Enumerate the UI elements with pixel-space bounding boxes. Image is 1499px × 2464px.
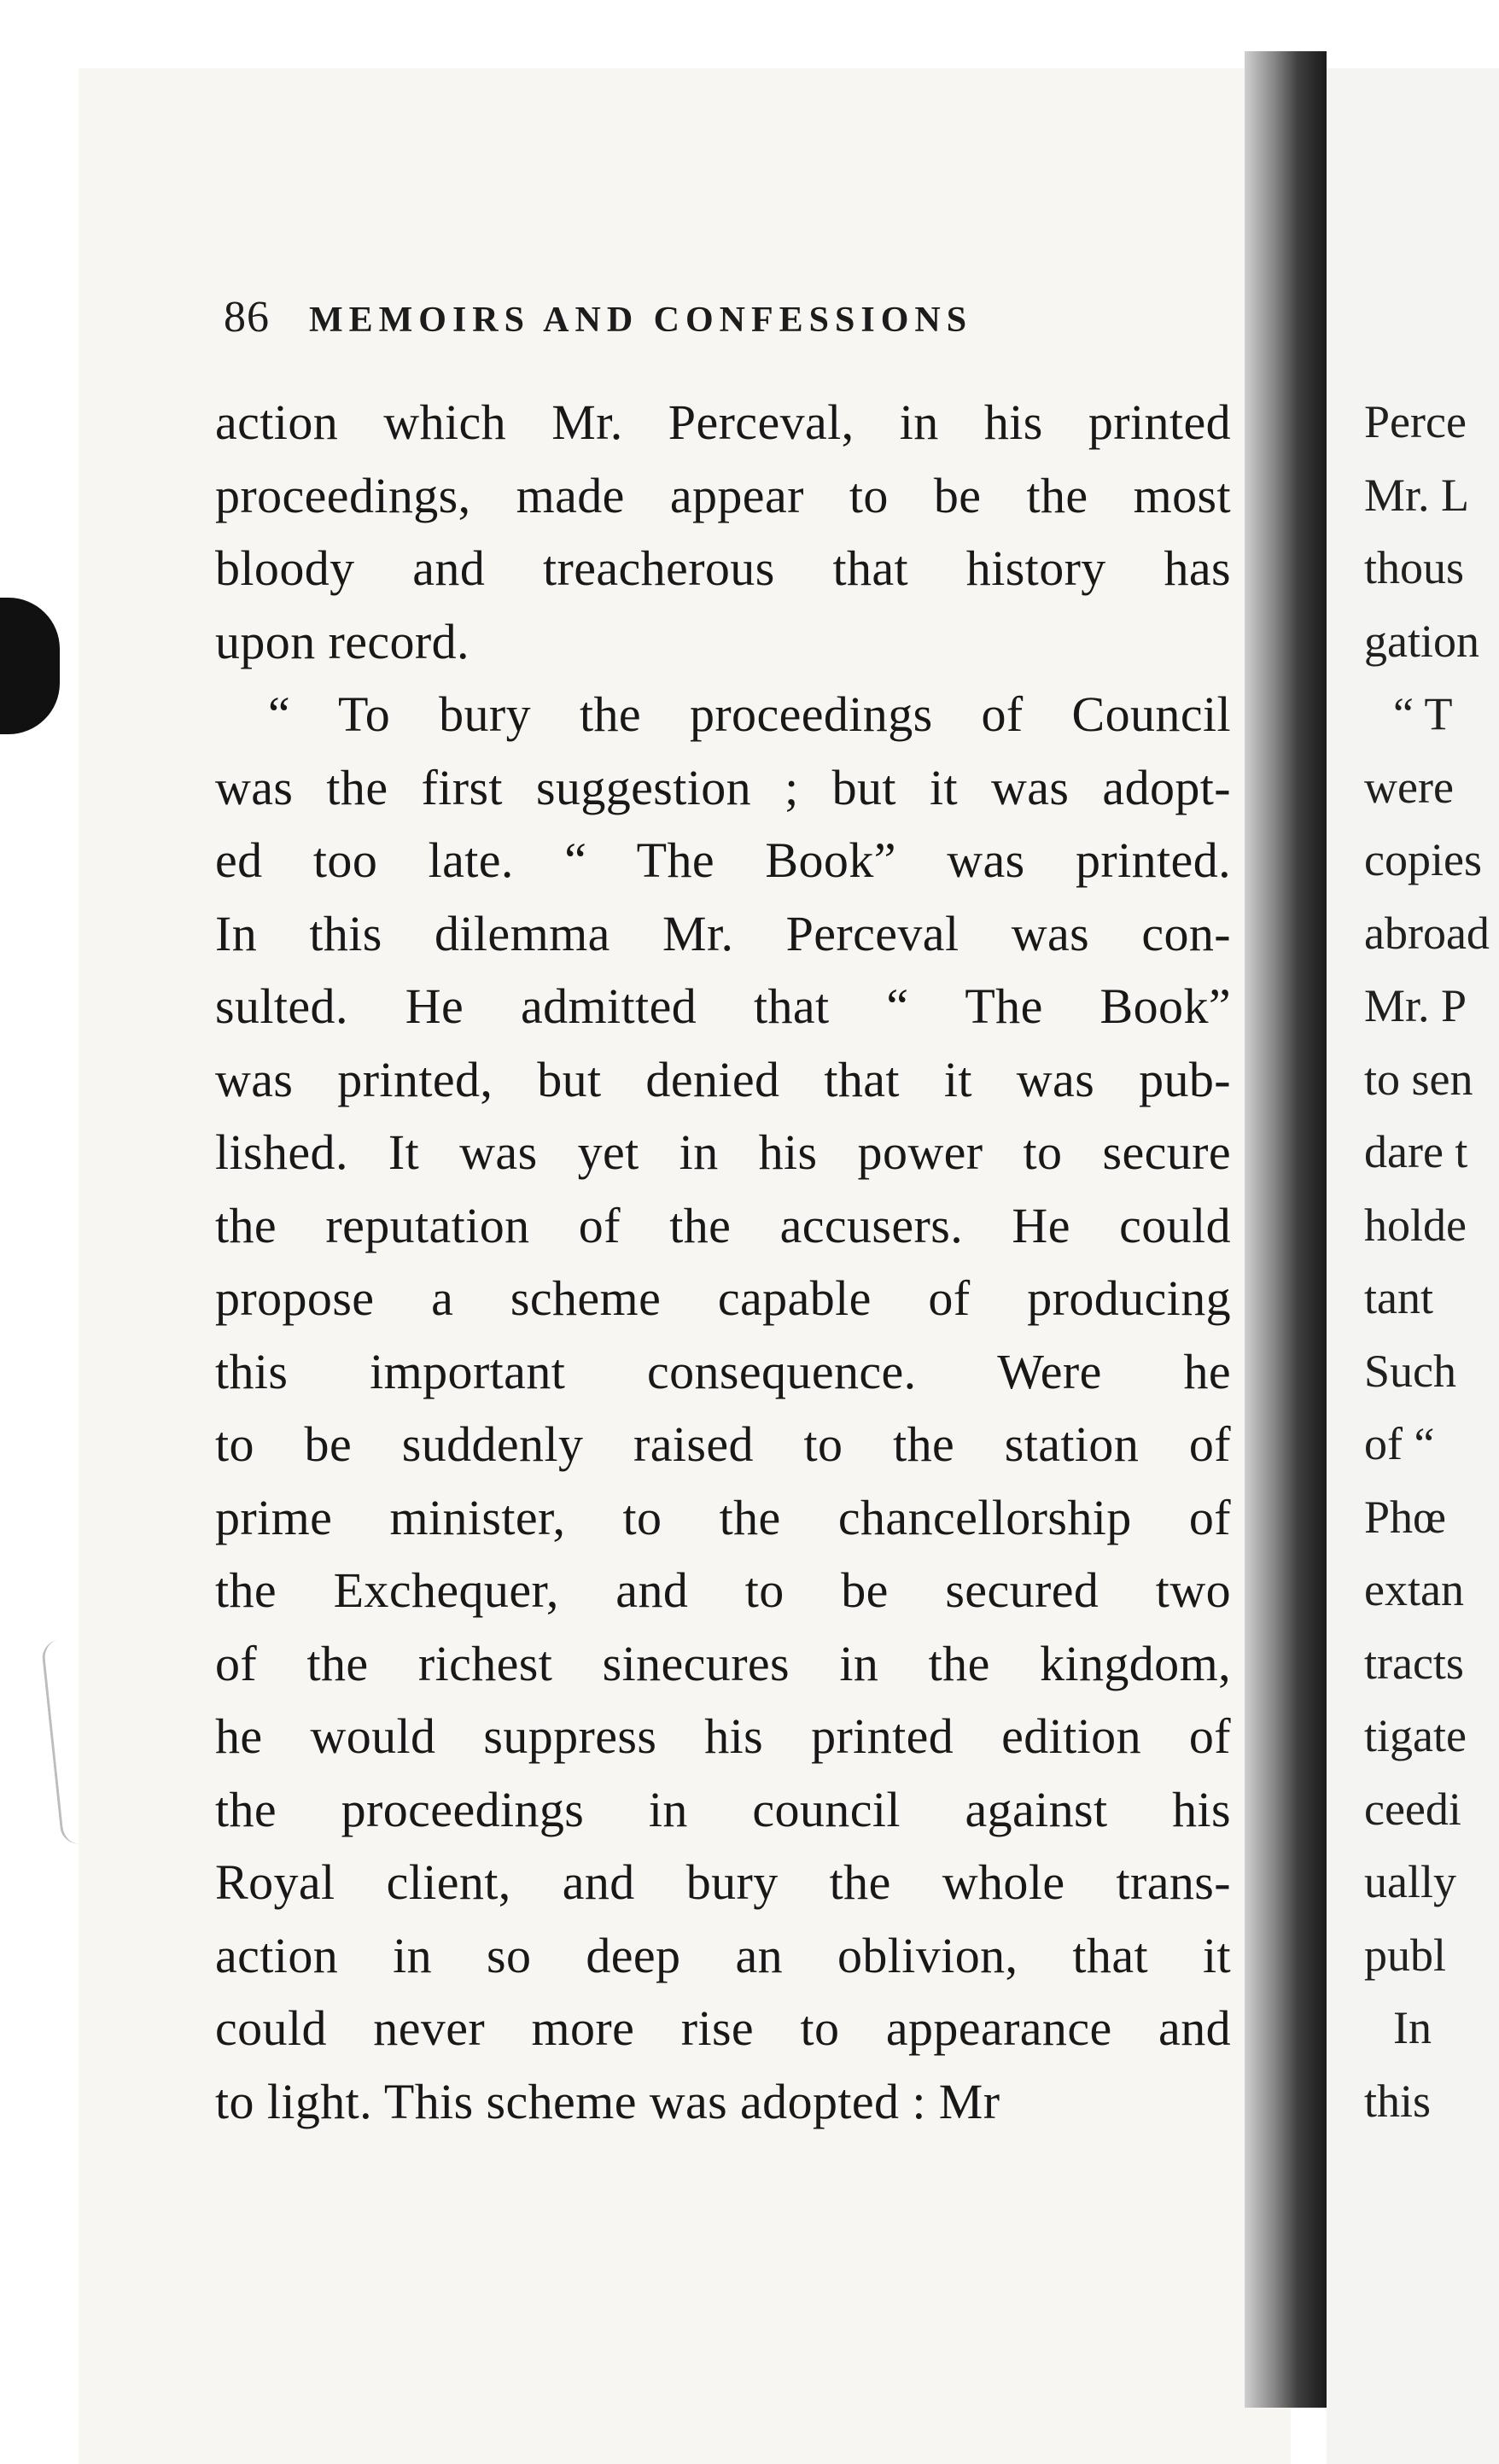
text-line: could never more rise to appearance and xyxy=(215,2000,1231,2056)
text-line: the reputation of the accusers. He could xyxy=(215,1197,1231,1253)
binding-shadow xyxy=(0,598,60,734)
text-line: Mr. L xyxy=(1364,469,1470,521)
text-line: to light. This scheme was adopted : Mr xyxy=(215,2073,1000,2129)
text-line: proceedings, made appear to be the most xyxy=(215,467,1231,523)
text-line: action which Mr. Perceval, in his printed xyxy=(215,394,1231,450)
text-line: “ To bury the proceedings of Council xyxy=(268,686,1231,742)
text-line: Such xyxy=(1364,1345,1456,1397)
running-header xyxy=(224,292,1248,342)
text-line: In xyxy=(1393,2002,1432,2053)
left-page-text xyxy=(215,386,1231,2138)
text-line: publ xyxy=(1364,1929,1447,1981)
text-line: Phœ xyxy=(1364,1491,1447,1543)
text-line: was the first suggestion ; but it was adopt- xyxy=(215,759,1231,815)
text-line: tant xyxy=(1364,1272,1433,1323)
text-line: this important consequence. Were he xyxy=(215,1343,1231,1399)
text-line: sulted. He admitted that “ The Book” xyxy=(215,978,1231,1034)
text-line: prime minister, to the chancellorship of xyxy=(215,1489,1231,1545)
text-line: the Exchequer, and to be secured two xyxy=(215,1562,1231,1618)
text-line: extan xyxy=(1364,1564,1464,1615)
text-line: he would suppress his printed edition of xyxy=(215,1708,1231,1764)
text-line: “ T xyxy=(1393,688,1453,739)
text-line: tracts xyxy=(1364,1637,1464,1689)
text-line: thous xyxy=(1364,542,1465,593)
running-title: MEMOIRS AND CONFESSIONS xyxy=(309,301,973,340)
text-line: Perce xyxy=(1364,396,1467,447)
text-line: ually xyxy=(1364,1856,1456,1907)
text-line: Mr. P xyxy=(1364,980,1467,1031)
text-line: bloody and treacherous that history has xyxy=(215,540,1231,596)
text-line: to be suddenly raised to the station of xyxy=(215,1416,1231,1472)
text-line: dare t xyxy=(1364,1126,1468,1177)
text-line: propose a scheme capable of producing xyxy=(215,1270,1231,1326)
text-line: upon record. xyxy=(215,613,470,669)
text-line: this xyxy=(1364,2075,1432,2127)
text-line: tigate xyxy=(1364,1710,1467,1761)
text-line: holde xyxy=(1364,1199,1467,1251)
text-line: was printed, but denied that it was pub- xyxy=(215,1051,1231,1107)
text-line: Royal client, and bury the whole trans- xyxy=(215,1854,1231,1910)
text-line: the proceedings in council against his xyxy=(215,1781,1231,1837)
text-line: of “ xyxy=(1364,1418,1435,1469)
text-line: were xyxy=(1364,761,1454,813)
text-line: to sen xyxy=(1364,1053,1473,1105)
text-line: of the richest sinecures in the kingdom, xyxy=(215,1635,1231,1691)
text-line: ceedi xyxy=(1364,1783,1461,1835)
text-line: gation xyxy=(1364,615,1479,667)
text-line: abroad xyxy=(1364,907,1490,959)
text-line: In this dilemma Mr. Perceval was con- xyxy=(215,905,1231,961)
right-page-text xyxy=(1364,386,1499,2138)
text-line: action in so deep an oblivion, that it xyxy=(215,1927,1231,1983)
text-line: lished. It was yet in his power to secure xyxy=(215,1124,1231,1180)
text-line: copies xyxy=(1364,834,1482,885)
text-line: ed too late. “ The Book” was printed. xyxy=(215,832,1231,888)
page-number: 86 xyxy=(224,293,270,342)
book-spine xyxy=(1245,51,1327,2408)
